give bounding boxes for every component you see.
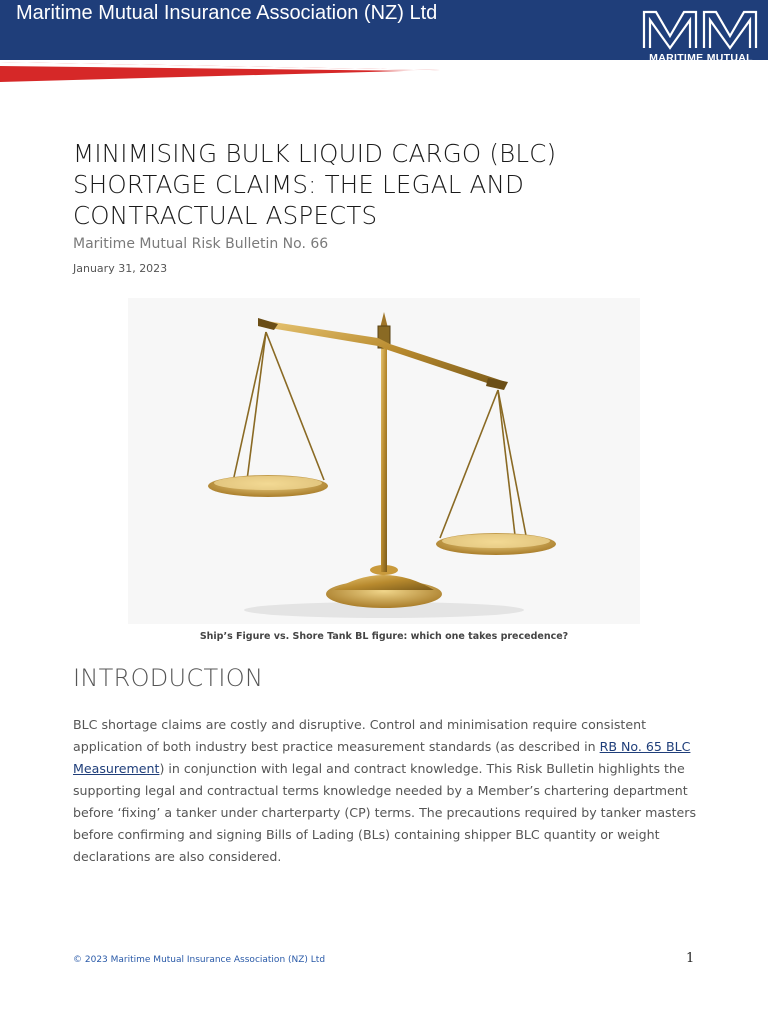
introduction-paragraph — [73, 714, 698, 868]
maritime-mutual-logo — [640, 8, 762, 64]
balance-scale-image — [128, 298, 640, 624]
footer-copyright: © 2023 Maritime Mutual Insurance Association (NZ) Ltd — [73, 955, 326, 965]
title-line-1: MINIMISING BULK LIQUID CARGO (BLC) — [73, 139, 557, 168]
title-line-2: SHORTAGE CLAIMS: THE LEGAL AND — [73, 170, 525, 199]
publication-date: January 31, 2023 — [73, 262, 168, 275]
intro-text-part-1: BLC shortage claims are costly and disruptive. Control and minimisation require consistent application of both industry best practice measurement standards (as described in — [73, 717, 647, 754]
rb-65-measurement-link[interactable]: RB No. 65 BLC Measurement — [73, 739, 691, 776]
balance-scale-icon — [128, 298, 640, 624]
bulletin-subtitle: Maritime Mutual Risk Bulletin No. 66 — [73, 236, 329, 252]
logo-text: MARITIME MUTUAL — [649, 52, 753, 64]
title-line-3: CONTRACTUAL ASPECTS — [73, 201, 378, 230]
organization-name: Maritime Mutual Insurance Association (NZ) Ltd — [16, 2, 438, 24]
intro-text-part-2: ) in conjunction with legal and contract knowledge. This Risk Bulletin highlights the supporting legal and contractual terms knowledge needed by a Member’s chartering department before ‘fixing’ a tanker under charterparty (CP) terms. The precautions required by tanker masters before confirming and signing Bills of Lading (BLs) containing shipper BLC quantity or weight declarations are also considered. — [73, 761, 697, 864]
page-number: 1 — [686, 951, 695, 966]
document-title — [73, 138, 693, 231]
introduction-heading: INTRODUCTION — [73, 664, 264, 692]
mm-logo-icon — [640, 8, 762, 52]
page-header — [0, 0, 768, 82]
figure-caption: Ship’s Figure vs. Shore Tank BL figure: which one takes precedence? — [199, 631, 569, 642]
